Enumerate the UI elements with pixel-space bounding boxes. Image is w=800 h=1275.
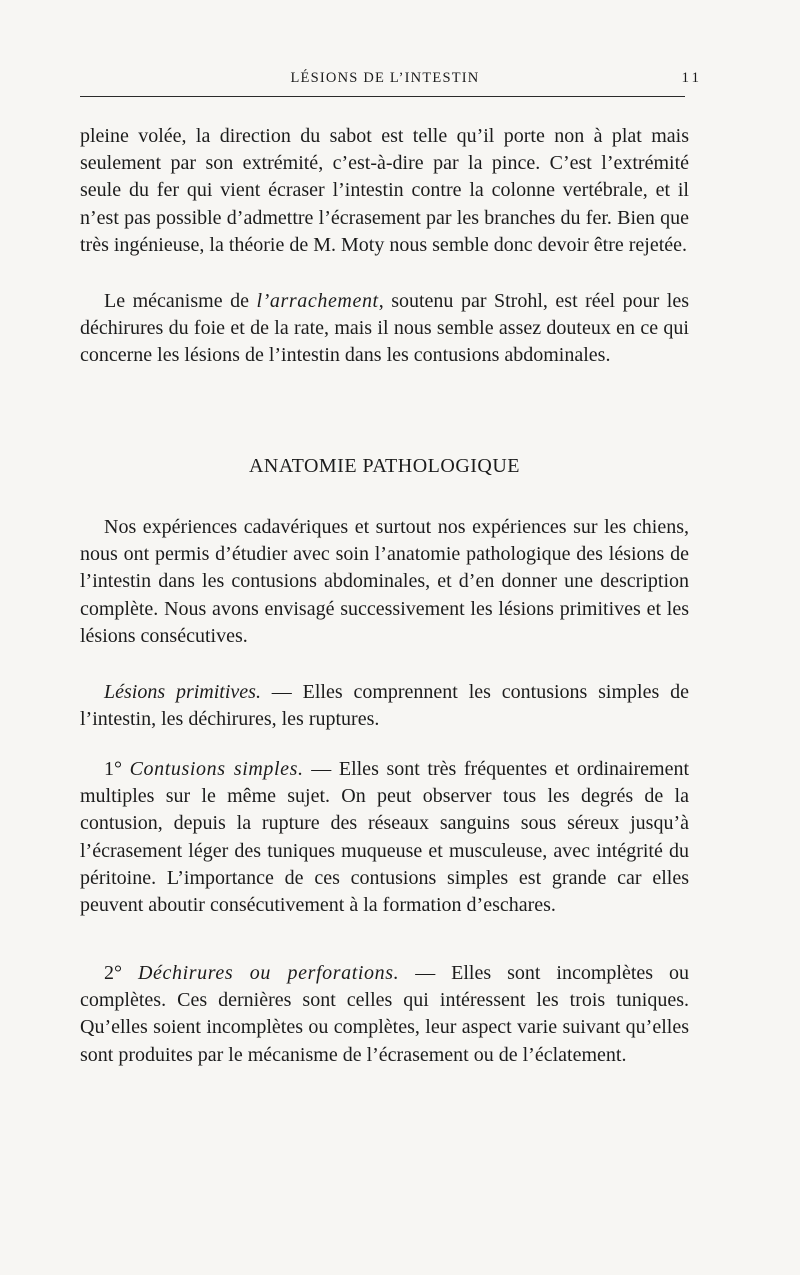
paragraph-dechirures xyxy=(80,960,689,1069)
italic-term: l’arrachement xyxy=(256,290,379,312)
subsection-title: Déchirures ou perforations. xyxy=(137,962,400,984)
header-rule xyxy=(80,96,685,97)
paragraph-text: — Elles sont incomplètes ou complètes. Ces dernières sont celles qui intéressent les trois tuniques. Qu’elles soient incomplètes ou complètes, leur aspect varie suivant qu’elles sont produites par le mécanisme de l’écrasement ou de l’éclatement. xyxy=(80,962,689,1066)
paragraph-text: — Elles sont très fréquentes et ordinairement multiples sur le même sujet. On peut observer tous les degrés de la contusion, depuis la rupture des réseaux sanguins sous séreux jusqu’à l’écrasement léger des tuniques muqueuse et musculeuse, avec intégrité du péritoine. L’importance de ces contusions simples est grande car elles peuvent aboutir consécutivement à la formation d’eschares. xyxy=(80,758,690,917)
subsection-title: Lésions primitives. xyxy=(104,681,261,703)
running-title: LÉSIONS DE L’INTESTIN xyxy=(290,70,480,86)
paragraph-text: pleine volée, la direction du sabot est telle qu’il porte non à plat mais seulement par son extrémité, c’est-à-dire par la pince. C’est l’extrémité seule du fer qui vient écraser l’intestin contre la colonne vertébrale, et il n’est pas possible d’admettre l’écrasement par les branches du fer. Bien que très ingénieuse, la théorie de M. Moty nous semble donc devoir être rejetée. xyxy=(80,125,689,256)
paragraph-lesions-primitives xyxy=(80,679,689,733)
paragraph-experiences xyxy=(80,514,689,650)
paragraph-arrachement xyxy=(80,288,689,370)
item-number: 1° xyxy=(104,758,130,780)
paragraph-text-start: Le mécanisme de xyxy=(104,290,257,312)
page-number: 11 xyxy=(681,70,702,86)
section-heading: ANATOMIE PATHOLOGIQUE xyxy=(248,455,521,477)
item-number: 2° xyxy=(104,962,138,984)
paragraph-continuation xyxy=(80,123,689,259)
paragraph-text: — Elles comprennent les contusions simples de l’intestin, les déchirures, les ruptures. xyxy=(80,681,689,731)
paragraph-text-end: , soutenu par Strohl, est réel pour les déchirures du foie et de la rate, mais il nous semble assez douteux en ce qui concerne les lésions de l’intestin dans les contusions abdominales. xyxy=(80,290,690,367)
paragraph-contusions-simples xyxy=(80,756,689,919)
paragraph-text: Nos expériences cadavériques et surtout nos expériences sur les chiens, nous ont permis d’étudier avec soin l’anatomie pathologique des lésions de l’intestin dans les contusions abdominales, et d’en donner une description complète. Nous avons envisagé successivement les lésions primitives et les lésions consécutives. xyxy=(80,516,689,647)
running-head xyxy=(80,62,702,92)
subsection-title: Contusions simples. xyxy=(129,758,304,780)
